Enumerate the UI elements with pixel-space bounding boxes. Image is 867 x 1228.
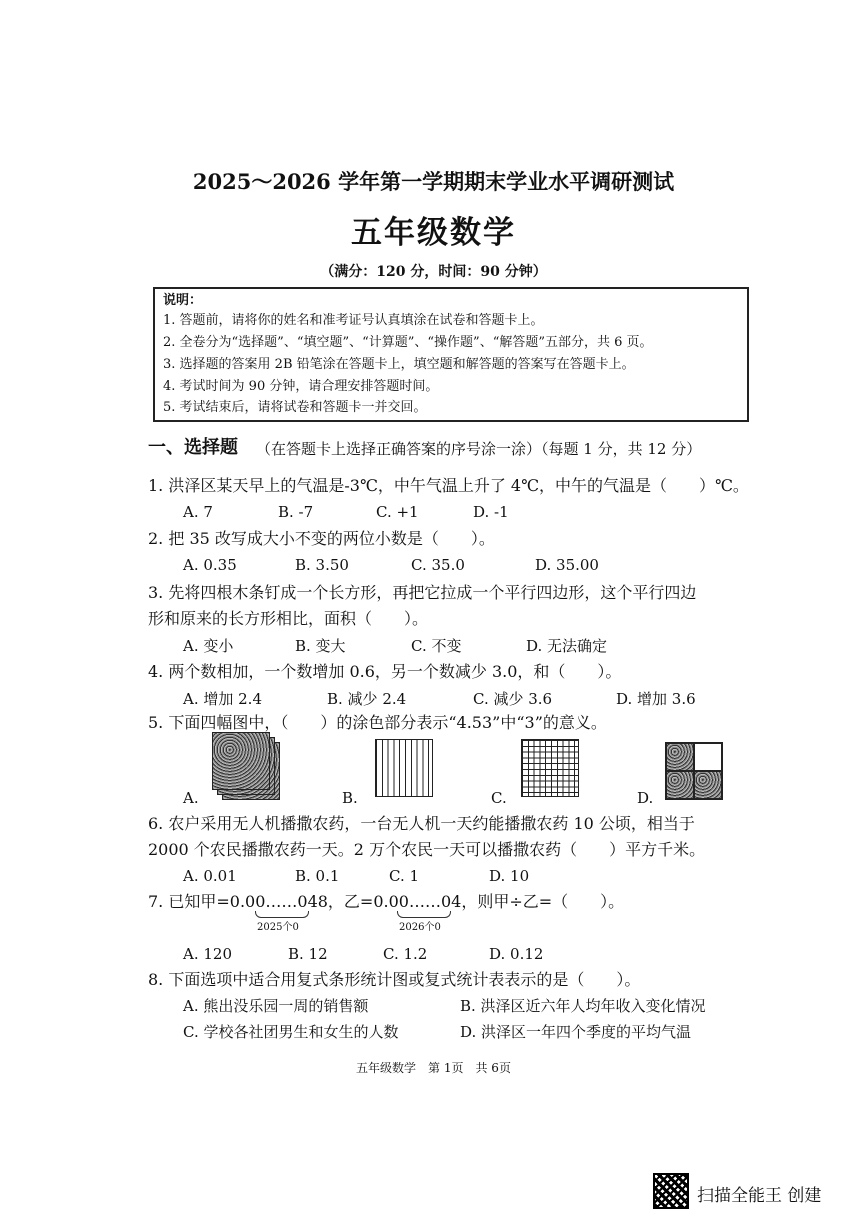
section-instruction: （在答题卡上选择正确答案的序号涂一涂）（每题 1 分，共 12 分） (256, 440, 702, 458)
underbrace (397, 911, 451, 918)
q3-option-a: A. 变小 (183, 637, 234, 655)
score-time: （满分：120 分，时间：90 分钟） (320, 264, 547, 280)
q5-option-d: D. (637, 789, 654, 807)
instruction-item: 1. 答题前，请将你的姓名和准考证号认真填涂在试卷和答题卡上。 (163, 313, 544, 328)
q5-figure-c-hundredths (521, 739, 579, 797)
q2-option-c: C. 35.0 (411, 556, 465, 574)
question-6-line-1: 6. 农户采用无人机播撒农药，一台无人机一天约能播撒农药 10 公顷，相当于 (148, 814, 695, 833)
q8-option-c: C. 学校各社团男生和女生的人数 (183, 1023, 399, 1041)
q6-option-b: B. 0.1 (295, 867, 340, 885)
q4-option-a: A. 增加 2.4 (183, 690, 262, 708)
q3-option-c: C. 不变 (411, 637, 462, 655)
question-8: 8. 下面选项中适合用复式条形统计图或复式统计表表示的是（ ）。 (148, 970, 641, 989)
page-footer: 五年级数学 第 1页 共 6页 (356, 1061, 511, 1075)
question-3-line-2: 形和原来的长方形相比，面积（ ）。 (148, 609, 429, 628)
q7-option-a: A. 120 (183, 945, 232, 963)
section-heading: 一、选择题 (148, 437, 238, 458)
q6-option-a: A. 0.01 (183, 867, 237, 885)
underbrace-label: 2026个0 (399, 922, 441, 933)
q4-option-b: B. 减少 2.4 (327, 690, 407, 708)
q5-figure-d-cell (666, 771, 694, 799)
q5-figure-a-front (212, 732, 270, 790)
q2-option-b: B. 3.50 (295, 556, 349, 574)
q2-option-d: D. 35.00 (535, 556, 599, 574)
instruction-item: 4. 考试时间为 90 分钟，请合理安排答题时间。 (163, 379, 439, 394)
instructions-heading: 说明： (163, 293, 203, 308)
q5-option-b: B. (342, 789, 358, 807)
question-1: 1. 洪泽区某天早上的气温是-3℃，中午气温上升了 4℃，中午的气温是（ ）℃。 (148, 476, 749, 495)
q6-option-c: C. 1 (389, 867, 420, 885)
q7-option-c: C. 1.2 (383, 945, 428, 963)
instruction-item: 3. 选择题的答案用 2B 铅笔涂在答题卡上，填空题和解答题的答案写在答题卡上。 (163, 357, 635, 372)
underbrace-label: 2025个0 (257, 922, 299, 933)
q3-option-d: D. 无法确定 (526, 637, 608, 655)
q1-option-a: A. 7 (183, 503, 213, 521)
q5-figure-d-cell (666, 743, 694, 771)
q5-figure-d-cell (694, 771, 722, 799)
q7-option-d: D. 0.12 (489, 945, 544, 963)
q5-option-a: A. (183, 789, 199, 807)
question-5: 5. 下面四幅图中，（ ）的涂色部分表示“4.53”中“3”的意义。 (148, 713, 607, 732)
scanner-watermark: 扫描全能王 创建 (697, 1186, 822, 1206)
q5-figure-d-cell (694, 743, 722, 771)
q5-figure-b-tenths (375, 739, 433, 797)
q4-option-c: C. 减少 3.6 (473, 690, 553, 708)
question-6-line-2: 2000 个农民播撒农药一天。2 万个农民一天可以播撒农药（ ）平方千米。 (148, 840, 706, 859)
q6-option-d: D. 10 (489, 867, 530, 885)
q8-option-d: D. 洪泽区一年四个季度的平均气温 (460, 1023, 692, 1041)
q5-option-c: C. (491, 789, 507, 807)
q7-option-b: B. 12 (288, 945, 328, 963)
instruction-item: 5. 考试结束后，请将试卷和答题卡一并交回。 (163, 400, 427, 415)
q1-option-b: B. -7 (278, 503, 314, 521)
instruction-item: 2. 全卷分为“选择题”、“填空题”、“计算题”、“操作题”、“解答题”五部分，共 6 页。 (163, 335, 653, 350)
q4-option-d: D. 增加 3.6 (616, 690, 696, 708)
question-4: 4. 两个数相加，一个数增加 0.6，另一个数减少 3.0，和（ ）。 (148, 662, 622, 681)
underbrace (255, 911, 309, 918)
q1-option-d: D. -1 (473, 503, 509, 521)
q8-option-a: A. 熊出没乐园一周的销售额 (183, 997, 369, 1015)
qr-code-icon (653, 1173, 689, 1209)
q8-option-b: B. 洪泽区近六年人均年收入变化情况 (460, 997, 706, 1015)
question-7: 7. 已知甲=0.00……048，乙=0.00……04，则甲÷乙=（ ）。 (148, 892, 625, 911)
q1-option-c: C. +1 (376, 503, 419, 521)
subject-title: 五年级数学 (351, 215, 516, 251)
exam-title: 2025～2026 学年第一学期期末学业水平调研测试 (192, 169, 675, 194)
q5-figure-d-quarters (665, 742, 723, 800)
instructions-box (153, 287, 749, 422)
q2-option-a: A. 0.35 (183, 556, 237, 574)
question-3-line-1: 3. 先将四根木条钉成一个长方形，再把它拉成一个平行四边形，这个平行四边 (148, 583, 697, 602)
q3-option-b: B. 变大 (295, 637, 346, 655)
question-2: 2. 把 35 改写成大小不变的两位小数是（ ）。 (148, 529, 495, 548)
